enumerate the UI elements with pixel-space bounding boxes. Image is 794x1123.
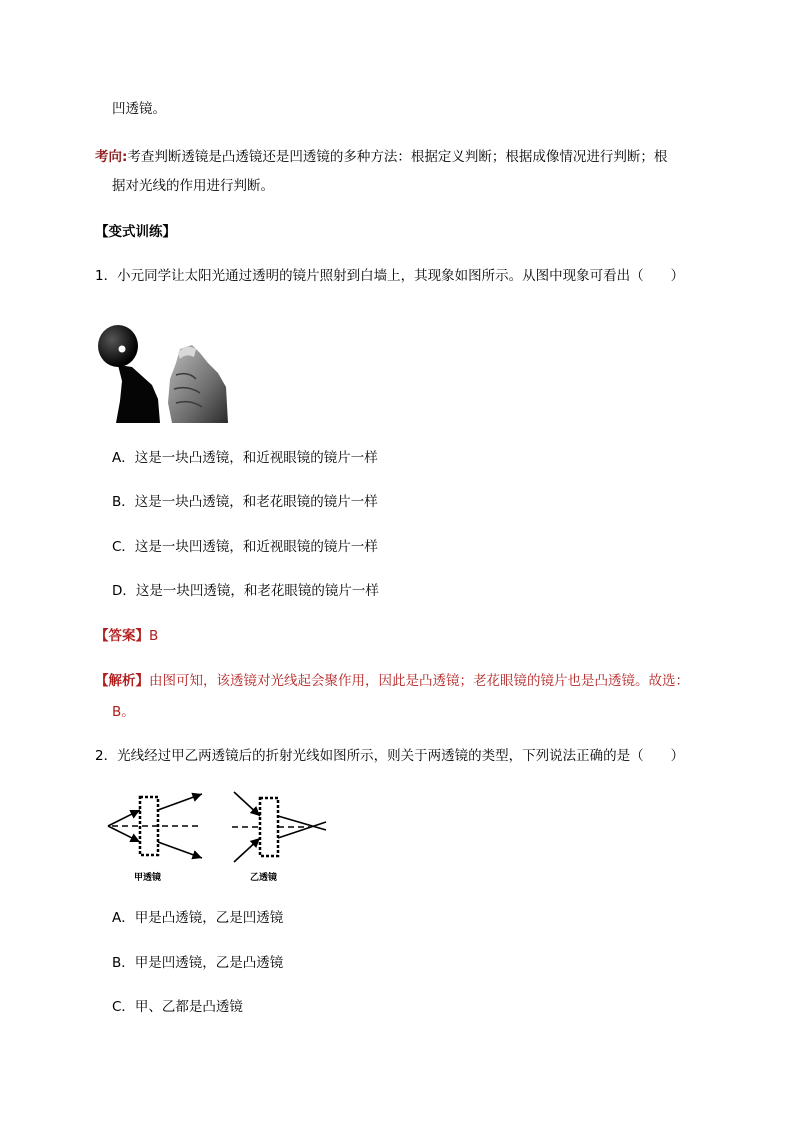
lens-diagram: [100, 788, 340, 888]
q1-answer: [95, 626, 158, 646]
q2-option-a: A．甲是凸透镜，乙是凹透镜: [112, 910, 284, 926]
q1-stem: 1．小元同学让太阳光通过透明的镜片照射到白墙上，其现象如图所示。从图中现象可看出（ ）: [95, 268, 685, 284]
q1-option-d: D．这是一块凹透镜，和老花眼镜的镜片一样: [112, 583, 379, 599]
answer-value: B: [149, 628, 159, 644]
lens-photo: [96, 323, 228, 423]
q2-stem: 2．光线经过甲乙两透镜后的折射光线如图所示，则关于两透镜的类型，下列说法正确的是（ ）: [95, 748, 685, 764]
kaoxiang-text: 考查判断透镜是凸透镜还是凹透镜的多种方法：根据定义判断；根据成像情况进行判断；根: [127, 149, 668, 165]
kaoxiang-line: [95, 147, 667, 167]
q1-option-b: B．这是一块凸透镜，和老花眼镜的镜片一样: [112, 494, 378, 510]
lens-b-label: 乙透镜: [250, 873, 278, 883]
lens-b-box: [260, 798, 278, 856]
analysis-label: 【解析】: [95, 673, 149, 689]
kaoxiang-text-2: 据对光线的作用进行判断。: [112, 178, 274, 194]
q1-option-c: C．这是一块凹透镜，和近视眼镜的镜片一样: [112, 539, 378, 555]
kaoxiang-label: 考向:: [95, 149, 128, 165]
q2-option-c: C．甲、乙都是凸透镜: [112, 999, 243, 1015]
q1-analysis: [95, 671, 689, 691]
answer-label: 【答案】: [95, 628, 149, 644]
prev-tail: 凹透镜。: [112, 101, 166, 117]
q1-analysis-2: B。: [112, 704, 135, 720]
section-title: 【变式训练】: [95, 224, 176, 240]
lens-a-label: 甲透镜: [134, 873, 162, 883]
analysis-text: 由图可知，该透镜对光线起会聚作用，因此是凸透镜；老花眼镜的镜片也是凸透镜。故选：: [149, 673, 689, 689]
q1-option-a: A．这是一块凸透镜，和近视眼镜的镜片一样: [112, 450, 378, 466]
q2-option-b: B．甲是凹透镜，乙是凸透镜: [112, 955, 284, 971]
